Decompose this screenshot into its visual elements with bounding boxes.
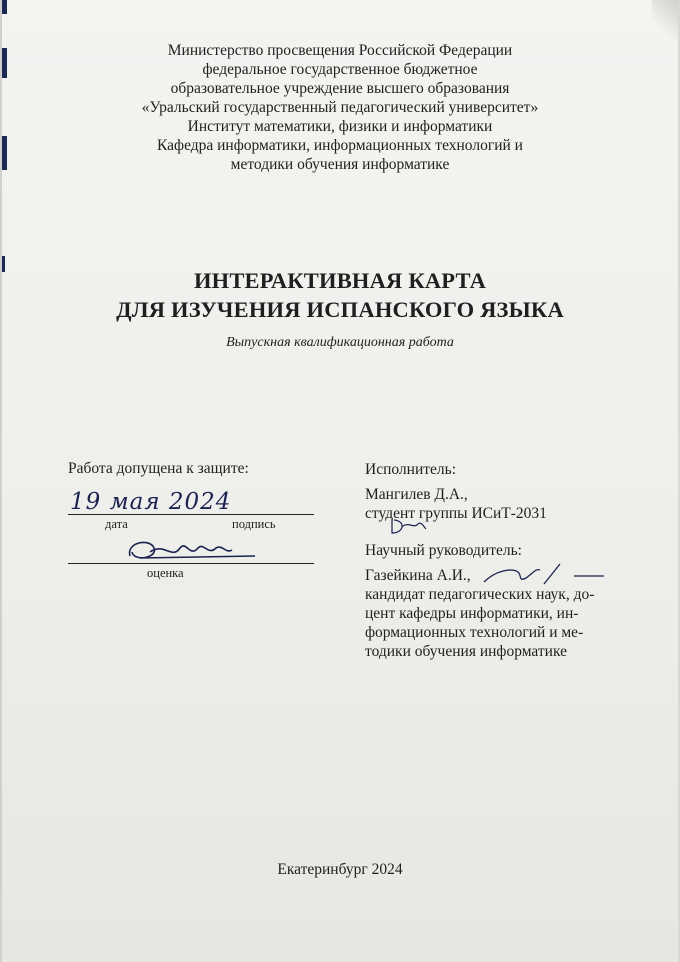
- admission-heading: Работа допущена к защите:: [68, 460, 249, 477]
- executor-heading: Исполнитель:: [365, 461, 457, 478]
- grade-label: оценка: [147, 566, 184, 580]
- header-line: образовательное учреждение высшего образования: [170, 80, 510, 97]
- header-line: «Уральский государственный педагогический университет»: [141, 99, 539, 116]
- header-line: федеральное государственное бюджетное: [202, 61, 478, 78]
- date-signature-line: [68, 514, 314, 515]
- supervisor-name: Газейкина А.И.,: [365, 567, 471, 584]
- supervisor-block: [365, 541, 594, 661]
- title-line-1: ИНТЕРАКТИВНАЯ КАРТА: [193, 268, 487, 293]
- supervisor-credentials-line: тодики обучения информатике: [365, 643, 567, 660]
- page-corner-shadow: [652, 0, 678, 40]
- institution-header: [0, 41, 680, 174]
- supervisor-credentials-line: цент кафедры информатики, ин-: [365, 605, 579, 622]
- executor-name: Мангилев Д.А.,: [365, 486, 468, 503]
- handwritten-date: 19 мая 2024: [70, 489, 232, 515]
- thesis-subtitle: Выпускная квалификационная работа: [226, 335, 454, 350]
- supervisor-heading: Научный руководитель:: [365, 542, 522, 559]
- header-line: Министерство просвещения Российской Федерации: [167, 42, 513, 59]
- executor-block: [365, 460, 547, 523]
- signature-label: подпись: [232, 517, 276, 531]
- executor-group: студент группы ИСиТ-2031: [365, 505, 547, 522]
- header-line: Кафедра информатики, информационных технологий и: [157, 137, 523, 154]
- binding-mark: [2, 0, 7, 14]
- date-label: дата: [105, 517, 128, 531]
- title-line-2: ДЛЯ ИЗУЧЕНИЯ ИСПАНСКОГО ЯЗЫКА: [116, 297, 564, 322]
- header-line: методики обучения информатике: [230, 156, 450, 173]
- supervisor-credentials-line: формационных технологий и ме-: [365, 624, 584, 641]
- city-year: Екатеринбург 2024: [277, 861, 403, 878]
- grade-line: [68, 563, 314, 564]
- executor-signature: [388, 515, 428, 537]
- thesis-title: [0, 266, 680, 324]
- grade-signature: [120, 534, 260, 566]
- supervisor-signature: [478, 560, 608, 592]
- supervisor-credentials-line: кандидат педагогических наук, до-: [365, 586, 595, 603]
- header-line: Институт математики, физики и информатики: [187, 118, 493, 135]
- admission-block: [68, 460, 318, 478]
